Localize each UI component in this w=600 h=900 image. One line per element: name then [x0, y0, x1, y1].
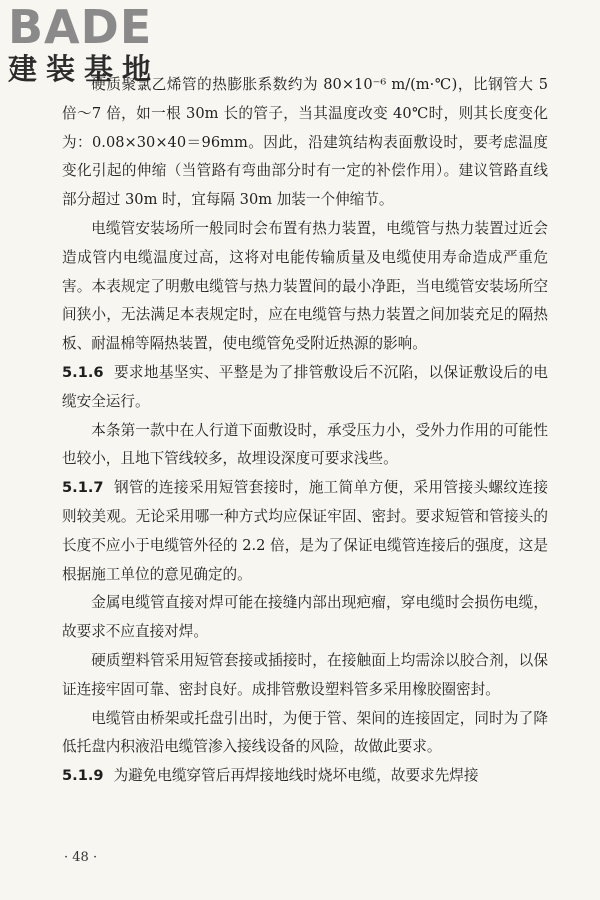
document-body	[62, 71, 548, 791]
paragraph	[62, 647, 548, 705]
paragraph	[62, 215, 548, 359]
clause-paragraph	[62, 474, 548, 589]
paragraph	[62, 417, 548, 475]
clause-paragraph	[62, 359, 548, 417]
paragraph-text: 本条第一款中在人行道下面敷设时，承受压力小，受外力作用的可能性也较小，且地下管线较多，故埋设深度可要求浅些。	[62, 421, 548, 468]
clause-number: 5.1.7	[62, 479, 104, 497]
paragraph-text: 钢管的连接采用短管套接时，施工简单方便，采用管接头螺纹连接则较美观。无论采用哪一种方式均应保证牢固、密封。要求短管和管接头的长度不应小于电缆管外径的 2.2 倍，是为了保证电缆管连接后的强度，这是根据施工单位的意见确定的。	[62, 479, 548, 583]
paragraph-text: 硬质聚氯乙烯管的热膨胀系数约为 80×10⁻⁶ m/(m·℃)，比钢管大 5 倍～7 倍，如一根 30m 长的管子，当其温度改变 40℃时，则其长度变化为：0.08×30×40＝96mm。因此，沿建筑结构表面敷设时，要考虑温度变化引起的伸缩（当管路有弯曲部分时有一定的补偿作用）。建议管路直线部分超过 30m 时，宜每隔 30m 加装一个伸缩节。	[62, 76, 548, 209]
clause-number: 5.1.6	[62, 363, 104, 381]
paragraph-text: 为避免电缆穿管后再焊接地线时烧坏电缆，故要求先焊接	[113, 767, 479, 785]
paragraph-text: 硬质塑料管采用短管套接或插接时，在接触面上均需涂以胶合剂，以保证连接牢固可靠、密封良好。成排管敷设塑料管多采用橡胶圈密封。	[62, 651, 548, 698]
paragraph-text: 电缆管安装场所一般同时会布置有热力装置，电缆管与热力装置过近会造成管内电缆温度过高，这将对电能传输质量及电缆使用寿命造成严重危害。本表规定了明敷电缆管与热力装置间的最小净距，当电缆管安装场所空间狭小，无法满足本表规定时，应在电缆管与热力装置之间加装充足的隔热板、耐温棉等隔热装置，使电缆管免受附近热源的影响。	[62, 219, 548, 353]
clause-number: 5.1.9	[62, 767, 104, 785]
paragraph-text: 电缆管由桥架或托盘引出时，为便于管、架间的连接固定，同时为了降低托盘内积液沿电缆管渗入接线设备的风险，故做此要求。	[62, 709, 548, 756]
paragraph	[62, 71, 548, 215]
logo-subtitle: 建装基地	[8, 52, 161, 86]
page-number: · 48 ·	[64, 850, 98, 865]
paragraph-text: 金属电缆管直接对焊可能在接缝内部出现疤瘤，穿电缆时会损伤电缆，故要求不应直接对焊。	[62, 594, 548, 641]
paragraph	[62, 705, 548, 763]
paragraph-text: 要求地基坚实、平整是为了排管敷设后不沉陷，以保证敷设后的电缆安全运行。	[62, 363, 548, 410]
clause-paragraph	[62, 762, 548, 791]
paragraph	[62, 589, 548, 647]
logo-wordmark: BADE	[8, 0, 153, 54]
